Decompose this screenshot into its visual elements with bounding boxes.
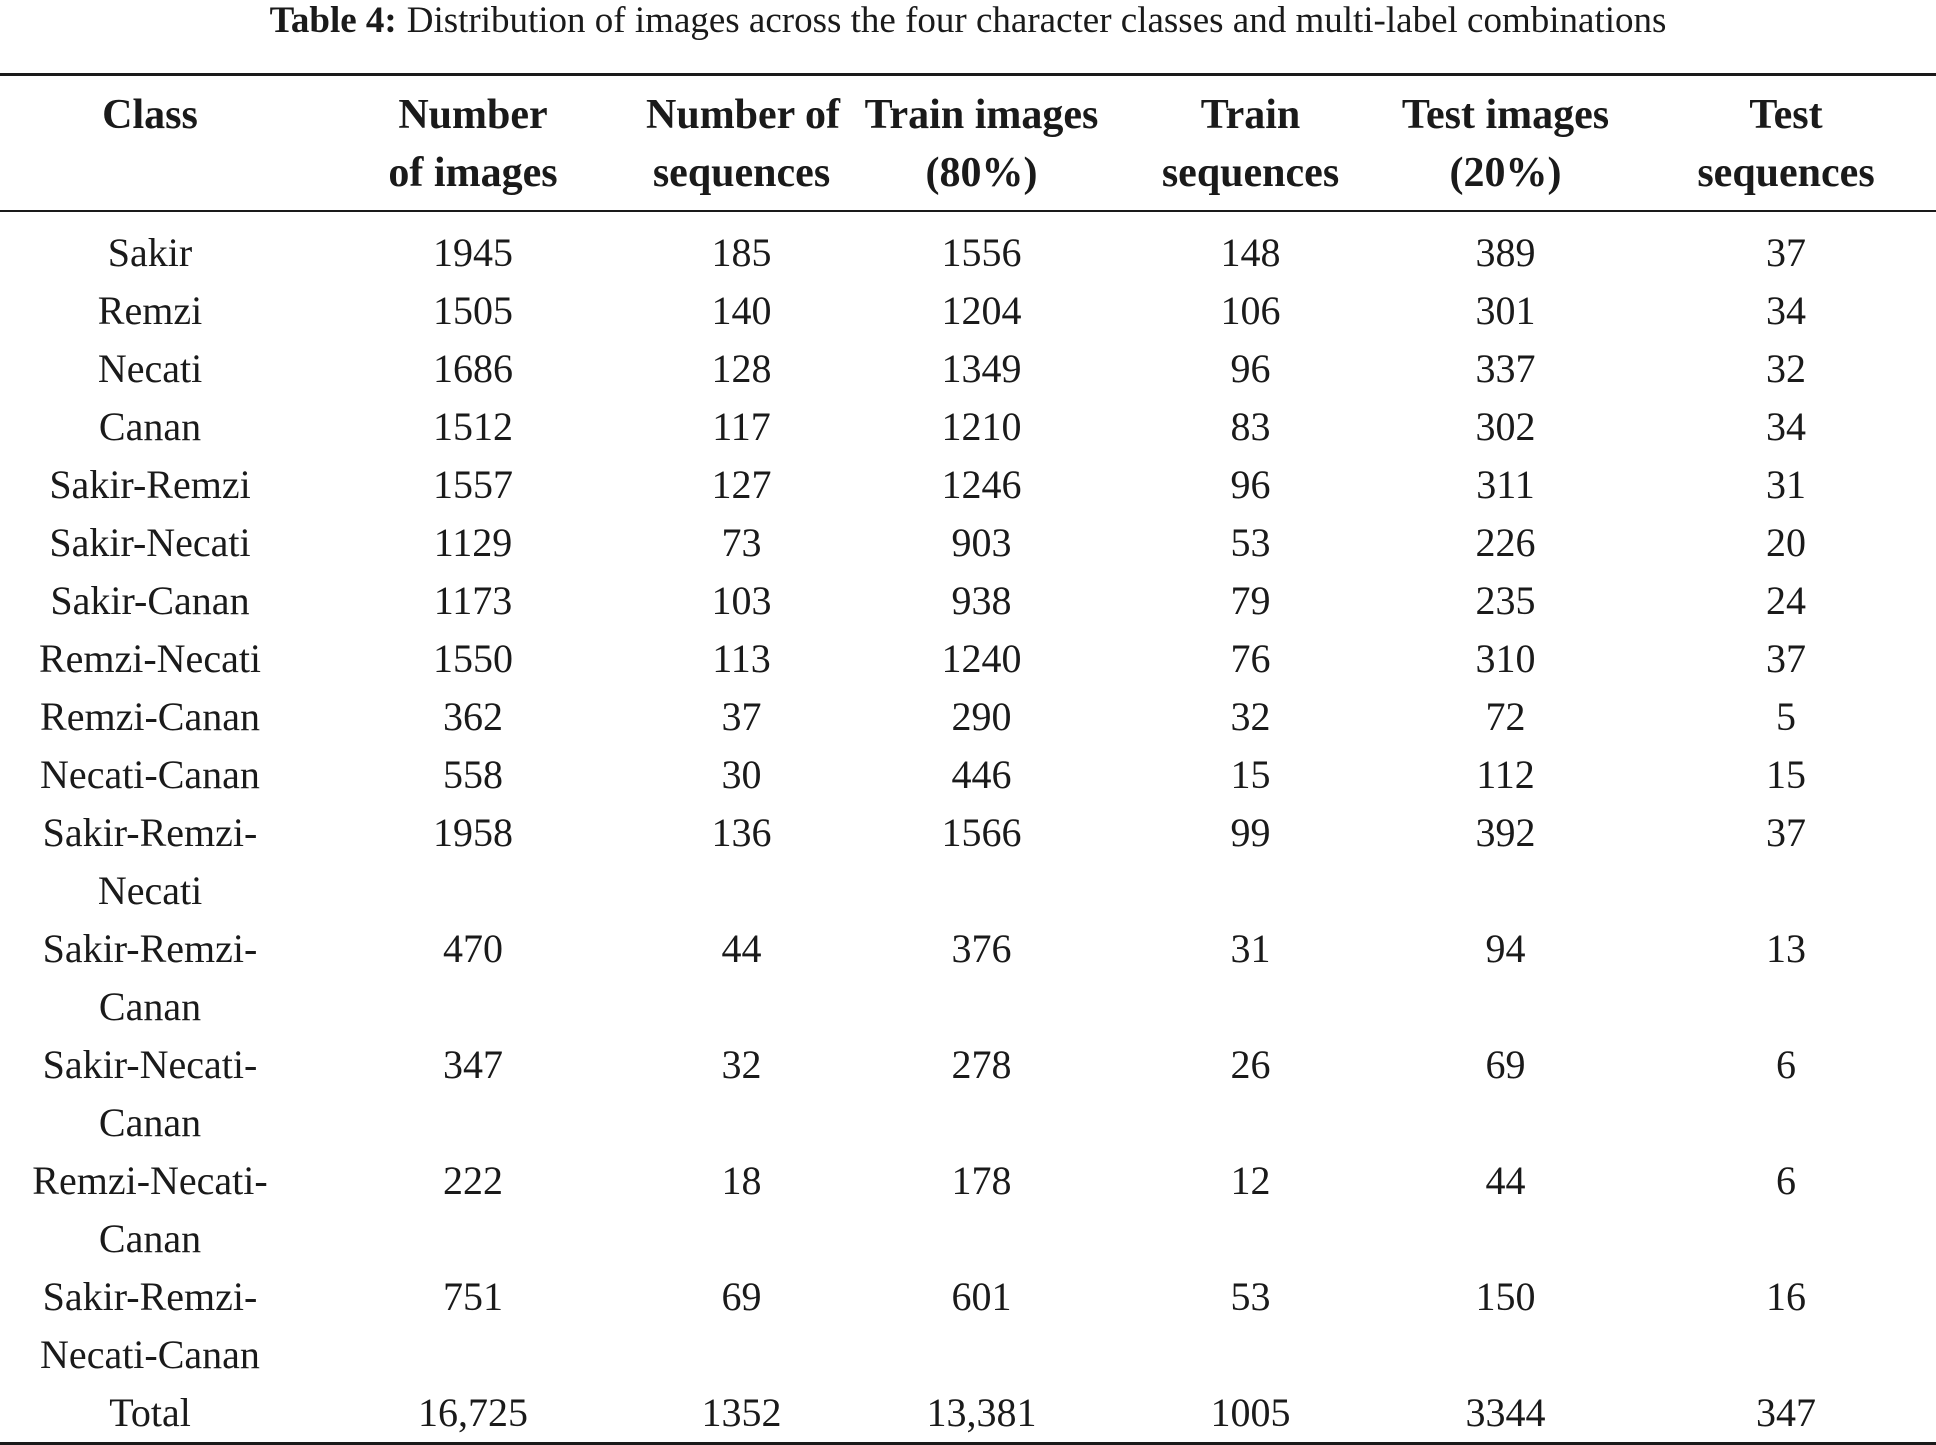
value-cell: 30 [721, 752, 762, 797]
value-cell: 13,381 [926, 1390, 1037, 1435]
class-cell: Necati-Canan [40, 752, 260, 797]
value-cell: 37 [721, 694, 762, 739]
value-cell: 113 [712, 636, 771, 681]
value-cell: 1349 [941, 346, 1022, 391]
value-cell: 150 [1475, 1274, 1536, 1319]
table-row [0, 572, 1936, 630]
value-cell: 96 [1230, 462, 1271, 507]
value-cell: 470 [443, 926, 503, 971]
table-row [0, 746, 1936, 804]
value-cell: 79 [1230, 578, 1271, 623]
value-cell: 751 [443, 1274, 503, 1319]
class-cell: Remzi [97, 288, 203, 333]
column-header-line: Train [1200, 92, 1301, 138]
table-row [0, 1036, 1936, 1152]
value-cell: 26 [1230, 1042, 1271, 1087]
value-cell: 103 [711, 578, 772, 623]
value-cell: 32 [721, 1042, 762, 1087]
value-cell: 347 [1756, 1390, 1816, 1435]
value-cell: 128 [711, 346, 772, 391]
value-cell: 12 [1230, 1158, 1271, 1203]
table-row [0, 514, 1936, 572]
value-cell: 96 [1230, 346, 1271, 391]
value-cell: 31 [1230, 926, 1271, 971]
value-cell: 1129 [433, 520, 513, 565]
table-header [0, 75, 1936, 212]
value-cell: 1352 [701, 1390, 782, 1435]
value-cell: 37 [1766, 230, 1806, 275]
value-cell: 178 [951, 1158, 1012, 1203]
value-cell: 376 [951, 926, 1012, 971]
column-header [1126, 75, 1375, 212]
value-cell: 1005 [1210, 1390, 1291, 1435]
column-header-line: sequences [1697, 150, 1875, 196]
value-cell: 99 [1230, 810, 1271, 855]
column-header-line: Number of [646, 92, 841, 138]
column-header-line: sequences [652, 150, 831, 196]
class-cell: Sakir-Necati- Canan [42, 1042, 258, 1145]
class-cell: Sakir-Remzi- Necati-Canan [40, 1274, 260, 1377]
table-row [0, 1268, 1936, 1384]
value-cell: 1505 [433, 288, 513, 333]
value-cell: 6 [1776, 1042, 1796, 1087]
table-row [0, 1384, 1936, 1444]
value-cell: 83 [1230, 404, 1271, 449]
value-cell: 1557 [433, 462, 513, 507]
value-cell: 32 [1766, 346, 1806, 391]
table-row [0, 920, 1936, 1036]
value-cell: 1945 [433, 230, 513, 275]
value-cell: 112 [1476, 752, 1535, 797]
class-cell: Remzi-Necati [38, 636, 262, 681]
value-cell: 20 [1766, 520, 1806, 565]
value-cell: 389 [1475, 230, 1536, 275]
value-cell: 1686 [433, 346, 513, 391]
value-cell: 94 [1485, 926, 1526, 971]
value-cell: 69 [1485, 1042, 1526, 1087]
header-row [0, 75, 1936, 212]
value-cell: 337 [1475, 346, 1536, 391]
value-cell: 76 [1230, 636, 1271, 681]
value-cell: 6 [1776, 1158, 1796, 1203]
value-cell: 5 [1776, 694, 1796, 739]
column-header [300, 75, 646, 212]
value-cell: 34 [1766, 288, 1806, 333]
value-cell: 938 [951, 578, 1012, 623]
value-cell: 1556 [941, 230, 1022, 275]
table-row [0, 282, 1936, 340]
value-cell: 18 [721, 1158, 762, 1203]
caption-text: Distribution of images across the four character classes and multi-label combinations [406, 0, 1667, 41]
value-cell: 1566 [941, 810, 1022, 855]
table-body [0, 211, 1936, 1444]
value-cell: 1204 [941, 288, 1022, 333]
value-cell: 3344 [1465, 1390, 1546, 1435]
class-cell: Remzi-Canan [40, 694, 260, 739]
value-cell: 392 [1475, 810, 1536, 855]
value-cell: 15 [1766, 752, 1806, 797]
value-cell: 311 [1476, 462, 1535, 507]
column-header-line: Train images [864, 92, 1099, 138]
value-cell: 32 [1230, 694, 1271, 739]
column-header [1375, 75, 1636, 212]
table-row [0, 630, 1936, 688]
value-cell: 37 [1766, 810, 1806, 855]
table-container [0, 73, 1936, 1445]
column-header-line: sequences [1161, 150, 1340, 196]
value-cell: 44 [721, 926, 762, 971]
column-header-line: (80%) [925, 150, 1038, 196]
value-cell: 446 [951, 752, 1012, 797]
class-cell: Canan [98, 404, 202, 449]
class-cell: Necati [97, 346, 203, 391]
table-row [0, 688, 1936, 746]
value-cell: 53 [1230, 1274, 1271, 1319]
value-cell: 601 [951, 1274, 1012, 1319]
value-cell: 1512 [433, 404, 513, 449]
value-cell: 72 [1485, 694, 1526, 739]
value-cell: 185 [711, 230, 772, 275]
table-row [0, 340, 1936, 398]
class-cell: Sakir-Canan [50, 578, 250, 623]
class-cell: Sakir-Remzi [49, 462, 251, 507]
value-cell: 301 [1475, 288, 1536, 333]
column-header-line: Number [398, 92, 548, 138]
class-cell: Total [109, 1390, 191, 1435]
value-cell: 24 [1766, 578, 1806, 623]
value-cell: 235 [1475, 578, 1536, 623]
value-cell: 53 [1230, 520, 1271, 565]
value-cell: 226 [1475, 520, 1536, 565]
value-cell: 903 [951, 520, 1012, 565]
value-cell: 69 [721, 1274, 762, 1319]
column-header-line: Test [1749, 92, 1823, 138]
class-cell: Remzi-Necati- Canan [32, 1158, 268, 1261]
table-row [0, 1152, 1936, 1268]
value-cell: 347 [443, 1042, 503, 1087]
value-cell: 31 [1766, 462, 1806, 507]
value-cell: 1210 [941, 404, 1022, 449]
value-cell: 34 [1766, 404, 1806, 449]
table-row [0, 456, 1936, 514]
column-header [0, 75, 300, 212]
value-cell: 136 [711, 810, 772, 855]
value-cell: 117 [712, 404, 771, 449]
value-cell: 558 [443, 752, 503, 797]
value-cell: 1550 [433, 636, 513, 681]
value-cell: 1958 [433, 810, 513, 855]
table-row [0, 398, 1936, 456]
value-cell: 222 [443, 1158, 503, 1203]
value-cell: 16,725 [418, 1390, 528, 1435]
value-cell: 13 [1766, 926, 1806, 971]
value-cell: 106 [1220, 288, 1281, 333]
column-header-line: of images [388, 150, 558, 196]
value-cell: 127 [711, 462, 772, 507]
column-header [837, 75, 1126, 212]
column-header-line: Class [102, 92, 198, 138]
column-header-line: (20%) [1449, 150, 1562, 196]
caption-label: Table 4: [269, 0, 397, 41]
value-cell: 310 [1475, 636, 1536, 681]
value-cell: 1246 [941, 462, 1022, 507]
value-cell: 148 [1220, 230, 1281, 275]
value-cell: 1240 [941, 636, 1022, 681]
class-cell: Sakir [107, 230, 193, 275]
value-cell: 1173 [433, 578, 513, 623]
value-cell: 290 [951, 694, 1012, 739]
column-header-line: Test images [1401, 92, 1610, 138]
value-cell: 37 [1766, 636, 1806, 681]
value-cell: 73 [721, 520, 762, 565]
value-cell: 278 [951, 1042, 1012, 1087]
value-cell: 362 [443, 694, 503, 739]
distribution-table [0, 73, 1936, 1445]
table-row [0, 804, 1936, 920]
column-header [646, 75, 841, 212]
value-cell: 140 [711, 288, 772, 333]
value-cell: 44 [1485, 1158, 1526, 1203]
table-caption [0, 0, 1936, 42]
value-cell: 15 [1230, 752, 1271, 797]
class-cell: Sakir-Remzi- Canan [42, 926, 258, 1029]
value-cell: 302 [1475, 404, 1536, 449]
column-header [1636, 75, 1936, 212]
value-cell: 16 [1766, 1274, 1806, 1319]
class-cell: Sakir-Necati [49, 520, 251, 565]
table-row [0, 211, 1936, 282]
class-cell: Sakir-Remzi- Necati [42, 810, 258, 913]
